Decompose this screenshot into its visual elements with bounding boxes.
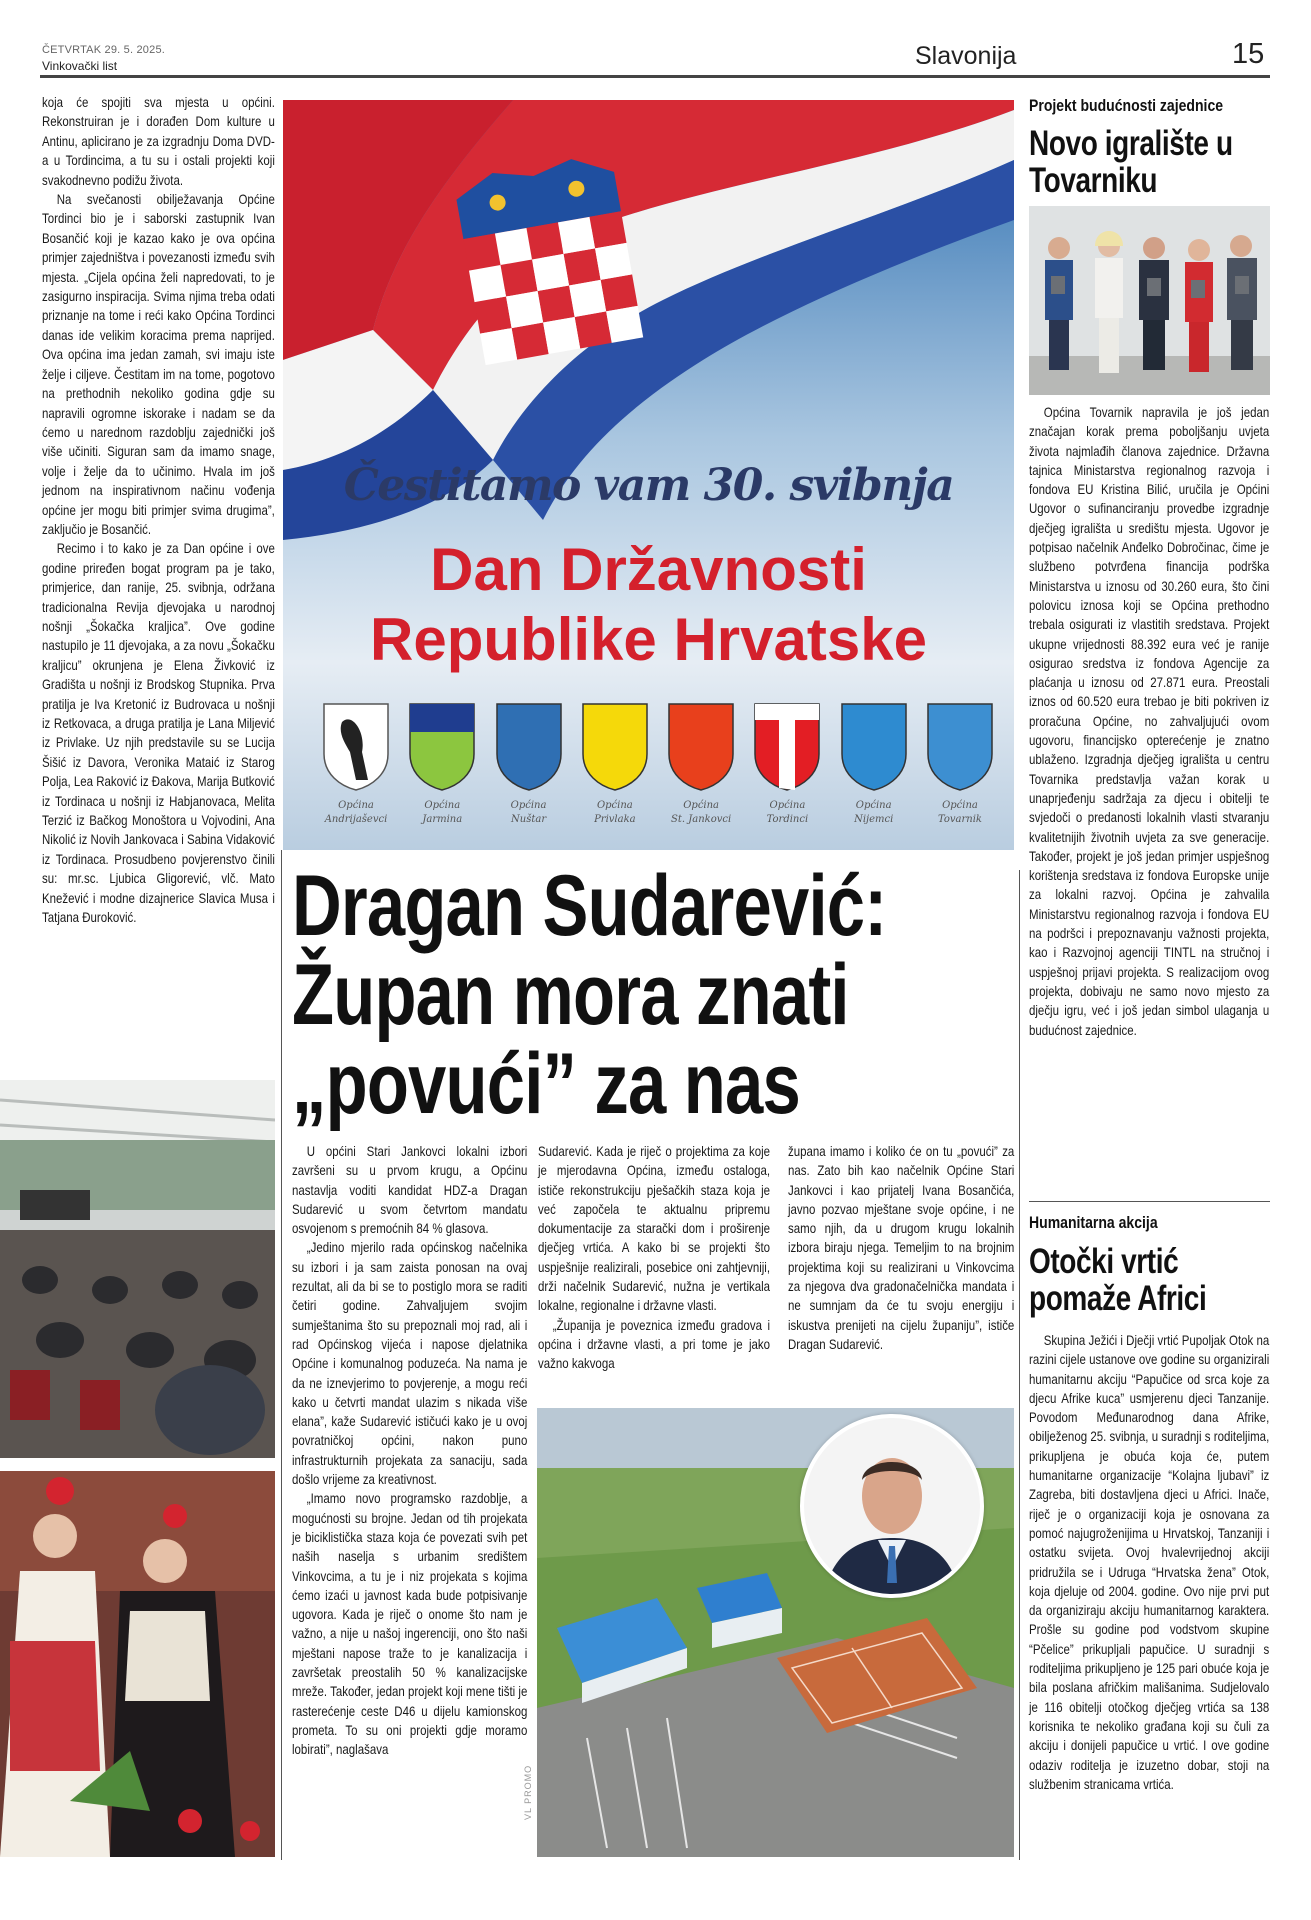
paragraph: župana imamo i koliko će on tu „povući” za nas. Zato bih kao načelnik Općine Stari Jankovci i kao prijatelj Ivana Bosančića, javno pozvao mještane svoje općine, i ne samo njih, da u drugom krugu lokalnih izbora biraju njega. Temeljim to na brojnim projektima koji su realizirani u Vinkovcima za njegova dva gradonačelnička mandata i ne sumnjam da će tu svoju energiju i iskustva prenijeti na cijelu županiju”, ističe Dragan Sudarević. <box>788 1143 1015 1352</box>
article-column-1 <box>292 1142 527 1760</box>
municipality-name: Tordinci <box>766 814 809 825</box>
left-column-article <box>42 93 275 927</box>
paragraph: Sudarević. Kada je riječ o projektima za koje je mjerodavna Općina, između ostaloga, ističe rekonstrukciju pješačkih staza koja je već započela te aktualnu pripremu dokumentacije za starački dom i proširenje dječjeg vrtića. A kako bi se projekti što uspješnije realizirali, posebice oni zahtjevniji, drži načelnik Sudarević, nužna je vertikala lokalne, regionalne i državne vlasti. <box>538 1143 771 1314</box>
shield-icon <box>840 702 908 792</box>
sudarevic-portrait <box>800 1414 984 1598</box>
municipality-label: Općina <box>338 800 374 811</box>
header-rule <box>40 75 1270 78</box>
shield-icon <box>581 702 649 792</box>
municipality-label: Općina <box>683 800 720 811</box>
banner-title <box>283 535 1014 675</box>
municipality-name: Nijemci <box>854 814 894 825</box>
playground-contract-photo <box>1029 206 1270 395</box>
column-divider <box>1019 870 1020 1860</box>
coat-of-arms-nuštar <box>491 702 567 827</box>
article-kicker: Humanitarna akcija <box>1029 1214 1158 1232</box>
section-title: Slavonija <box>915 42 1017 70</box>
municipality-label: Općina <box>855 800 892 811</box>
shield-icon <box>667 702 735 792</box>
coat-of-arms-jarmina <box>404 702 480 827</box>
article-separator <box>1029 1201 1270 1202</box>
paragraph: „Županija je poveznica između gradova i općina i državne vlasti, a pri tome je jako važno kakvoga <box>538 1316 771 1372</box>
shield-icon <box>753 702 821 792</box>
banner-greeting: Čestitamo vam 30. svibnja <box>343 460 954 511</box>
municipality-name: Jarmina <box>422 814 463 825</box>
article-column-3 <box>788 1142 1014 1354</box>
coat-of-arms-tordinci <box>749 702 825 827</box>
municipality-name: Andrijaševci <box>324 814 388 825</box>
municipality-name: St. Jankovci <box>671 814 732 825</box>
article-title: Otočki vrtić pomaže Africi <box>1029 1242 1207 1318</box>
article-body <box>1029 1331 1269 1794</box>
article-title: Novo igralište u Tovarniku <box>1029 124 1233 200</box>
paragraph: Na svečanosti obilježavanja Općine Tordinci bio je i saborski zastupnik Ivan Bosančić koji je kazao kako je ova općina primjer zajedništva i povezanosti između svih mjesta. „Cijela općina želi napredovati, to je zasigurno inspiracija. Svima njima treba odati priznanje na tome i reći kako Općina Tordinci danas ide velikim koracima prema naprijed. Ova općina ima jedan zamah, svi imaju iste želje i ciljeve. Čestitam im na tome, pogotovo na prethodnih nekoliko godina gdje su napravili ogromne iskorake i nadam se da ćemo u narednom razdoblju zajednički još više učiniti. Siguran sam da imamo snage, volje i želje da to učinimo. Hvala im još jednom na inspirativnom načinu vođenja općine jer mogu biti primjer svima drugima”, zaključio je Bosančić. <box>42 191 275 537</box>
shield-icon <box>926 702 994 792</box>
municipality-label: Općina <box>942 800 978 811</box>
banner-title-line1: Dan Državnosti <box>430 536 867 603</box>
column-divider <box>281 850 282 1860</box>
municipality-label: Općina <box>596 800 633 811</box>
issue-date: ČETVRTAK 29. 5. 2025. <box>42 44 166 56</box>
shield-icon <box>322 702 390 792</box>
paragraph: U općini Stari Jankovci lokalni izbori završeni su u prvom krugu, a Općinu nastavlja voditi kandidat HDZ-a Dragan Sudarević u svom četvrtom mandatu osvojenom s premoćnih 84 % glasova. <box>292 1143 528 1237</box>
paragraph: koja će spojiti sva mjesta u općini. Rekonstruiran je i dorađen Dom kulture u Antinu, aplicirano je za izgradnju Doma DVD-a u Tordincima, a tu su i ostali projekti koji svakodnevno podižu života. <box>42 94 275 188</box>
paragraph: Recimo i to kako je za Dan općine i ove godine priređen bogat program pa je tako, primjerice, dan ranije, 25. svibnja, održana tradicionalna Revija djevojaka u narodnoj nošnji „Šokačka kraljica”. Ove godine nastupilo je 11 djevojaka, a za novu „Šokačku kraljicu” okrunjena je Elena Živković iz Gradišta u nošnji iz Brodskog Stupnika. Prva pratilja je Iva Kretonić iz Budrovaca u nošnji iz Retkovaca, a druga pratilja je Lana Miljević iz Privlake. Uz njih predstavile su se Lucija Šišić iz Davora, Veronika Mataić iz Starog Polja, Lea Raković iz Đakova, Marija Butković iz Tordinaca u nošnji iz Habjanovaca, Melita Terzić iz Bačkog Monoštora u Vojvodini, Ana Nikolić iz Novih Jankovaca i Sabina Vidaković iz Tordinaca. Prosudbeno povjerenstvo činili su: mr.sc. Ljubica Gligorević, vlč. Mato Knežević i modne dizajnerice Slavica Musa i Tatjana Đuroković. <box>42 540 275 926</box>
shield-icon <box>408 702 476 792</box>
photo-credit: VL PROMO <box>523 1764 533 1820</box>
municipality-name: Nuštar <box>511 814 547 825</box>
coat-of-arms-nijemci <box>836 702 912 827</box>
paragraph: „Imamo novo programsko razdoblje, a mogućnosti su brojne. Jedan od tih projekata je biciklistička staza koja će povezati svih pet naših naselja s urbanim središtem Vinkovcima, a tu je i niz projekata s kojima ćemo izaći u javnost kada bude potpisivanje ugovora. Kada je riječ o onome što nam je važno, a nije u našoj ingerenciji, ono što naši mještani napose traže to je kanalizacija i završetak preostalih 50 % kanalizacijske mreže. Također, jedan projekt koji mene tišti je rasterećenje ceste D46 u dijelu kamionskog prometa. To su oni projekti gdje moramo lobirati”, naglašava <box>292 1490 528 1758</box>
paragraph: Skupina Ježići i Dječji vrtić Pupoljak Otok na razini cijele ustanove ove godine su organizirali humanitarnu akciju “Papučice od srca koje za djecu Afrike kuca” usmjerenu djeci Tanzanije. Povodom Međunarodnog dana Afrike, obilježenog 25. svibnja, u suradnji s roditeljima, prikupljena je obuća koja će, putem humanitarne organizacije “Kolajna ljubavi” iz Zagreba, biti dostavljena djeci u Africi. Inače, riječ je o organizaciji koja je osnovana za pomoć najugroženijima u Hrvatskoj, Tanzaniji i ostatku svijeta. Ovoj hvalevrijednoj akciji pridružila se i Udruga “Hrvatska žena” Otok, koja djeluje od 2004. godine. Ovo nije prvi put da organiziraju akciju humanitarnog karaktera. Prošle su godine pod vodstvom skupine “Pčelice” prikupljali papučice. U suradnji s roditeljima prikupljeno je 125 pari obuće koja je bila poslana afričkim mališanima. Sudjelovalo je 116 obitelji otočkog dječjeg vrtića sa 138 korisnika te nekoliko građana koji su čuli za akciju i donijeli papučice u vrtić. I ove godine odaziv roditelja je izuzetno dobar, stoji na službenim stranicama vrtića. <box>1029 1332 1270 1792</box>
municipality-label: Općina <box>510 800 547 811</box>
municipality-label: Općina <box>769 800 806 811</box>
municipality-label: Općina <box>424 800 461 811</box>
main-headline: Dragan Sudarević: Župan mora znati „povući” za nas <box>292 858 887 1132</box>
coat-of-arms-st-jankovci <box>663 702 739 827</box>
shield-icon <box>495 702 563 792</box>
banner-title-line2: Republike Hrvatske <box>370 606 927 673</box>
coat-of-arms-privlaka <box>577 702 653 827</box>
article-kicker: Projekt budućnosti zajednice <box>1029 97 1224 115</box>
municipality-name: Privlaka <box>594 814 636 825</box>
coat-of-arms-andrijaševci <box>318 702 394 827</box>
article-column-2 <box>538 1142 770 1374</box>
folk-costume-queen-photo <box>0 1471 275 1857</box>
page-number: 15 <box>1232 38 1265 70</box>
municipality-coats-of-arms <box>318 702 998 827</box>
paragraph: „Jedino mjerilo rada općinskog načelnika su izbori i ja sam zaista ponosan na ovaj rezultat, ali da bi se to postiglo mora se raditi četiri godine. Zahvaljujem svojim sumještanima što su prepoznali moj rad, ali i rad Općinskog vijeća i napose djelatnika Općine i komunalnog poduzeća. Na nama je da ne iznevjerimo to povjerenje, a mogu reći kako u četvrti mandat ulazim s nikada više elana”, kaže Sudarević ističući kako je u ovoj povratničkoj općini, nakon puno infrastrukturnih projekata za sanaciju, sada došlo vrijeme za kreativnost. <box>292 1239 528 1488</box>
coat-of-arms-tovarnik <box>922 702 998 827</box>
paragraph: Općina Tovarnik napravila je još jedan značajan korak prema poboljšanju uvjeta života najmlađih članova zajednice. Državna tajnica Ministarstva regionalnog razvoja i fondova EU Kristina Bilić, uručila je Općini Ugovor o sufinanciranju provedbe izgradnje dječjeg igrališta u središtu mjesta. Ugovor je potpisao načelnik Anđelko Dobročinac, čime je službeno potvrđena financija podrška Ministarstva u iznosu od 30.260 eura, što čini polovicu iznosa koji se Općina prethodno trebala osigurati iz vlastitih sredstava. Projekt ukupne vrijednosti 88.392 eura već je ranije osigurao sredstva iz fondova Agencije za plaćanja u iznosu od 27.871 eura. Preostali iznos od 60.520 eura trebao je biti pokriven iz proračuna Općine, no zahvaljujući ovom ugovoru, financijsko opterećenje je znatno ublaženo. Izgradnja dječjeg igrališta u centru Tovarnika predstavlja važan korak u unaprjeđenju sadržaja za djecu i obitelji te svjedoči o predanosti lokalnih vlasti stvaranju kvalitetnijih životnih uvjeta za sve generacije. Također, projekt je još jedan primjer uspješnog korištenja sredstava iz fondova Europske unije za lokalni razvoj. Općina je zahvalila Ministarstvu regionalnog razvoja i fondova EU na podršci i prepoznavanju važnosti projekta, kao i Razvojnoj agenciji TINTL na stručnoj i uspješnoj prijavi projekta. S realizacijom ovog projekta, dobivaju ne samo novo mjesto za dječju igru, već i još jedan simbol ulaganja u budućnost zajednice. <box>1029 404 1270 1038</box>
ceremony-hall-photo <box>0 1080 275 1458</box>
article-body <box>1029 403 1269 1040</box>
newspaper-name: Vinkovački list <box>42 59 118 73</box>
municipality-name: Tovarnik <box>937 814 982 825</box>
